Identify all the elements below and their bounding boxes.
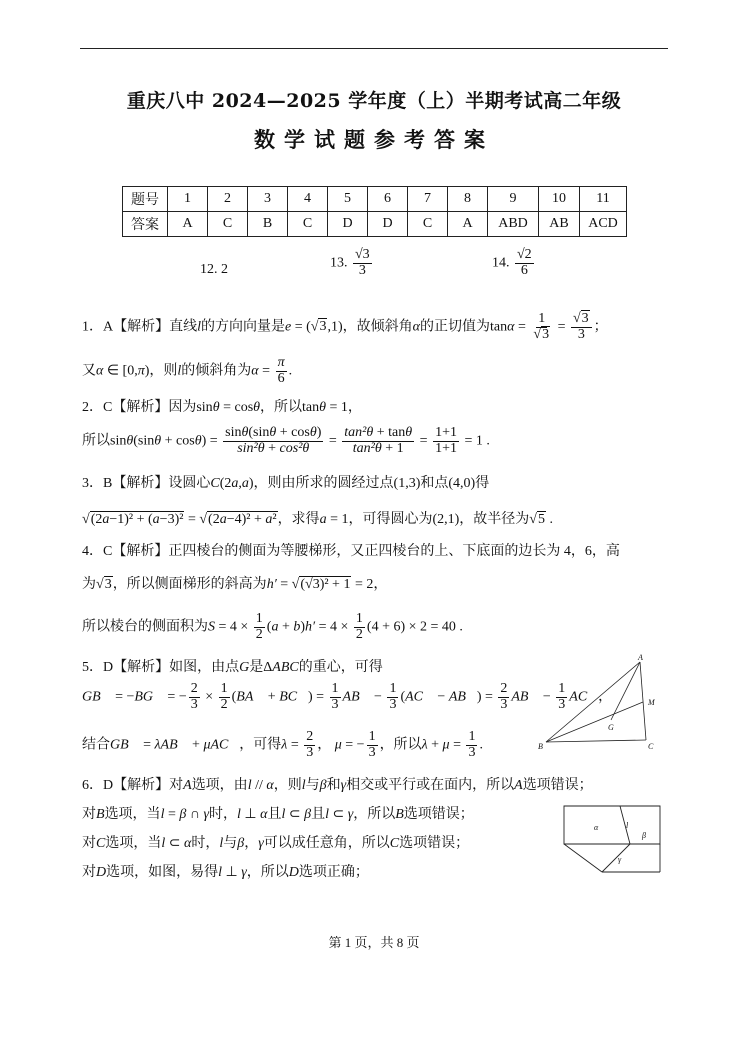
exam-title: 重庆八中 2024—2025 学年度（上）半期考试高二年级 — [126, 90, 622, 112]
table-row-numbers — [123, 187, 627, 212]
label-a: A — [638, 653, 643, 662]
solution-4-line-1: 4．C【解析】正四棱台的侧面为等腰梯形，又正四棱台的上、下底面的边长为 4，6，高 — [82, 544, 620, 559]
table-cell: D — [368, 212, 408, 237]
table-cell: C — [288, 212, 328, 237]
table-cell: 9 — [488, 187, 539, 212]
solution-6-line-4: 对D选项，如图，易得l ⊥ γ，所以D选项正确； — [82, 865, 369, 880]
label-g: G — [608, 723, 614, 732]
label-b: B — [538, 742, 543, 751]
table-row-answers — [123, 212, 627, 237]
solution-4-line-2: 为√3，所以侧面梯形的斜高为h′ = √(√3)² + 1 = 2， — [82, 577, 388, 592]
table-cell: ABD — [488, 212, 539, 237]
table-cell: ACD — [580, 212, 627, 237]
solution-6-line-2: 对B选项，当l = β ∩ γ时，l ⊥ α且l ⊂ β且l ⊂ γ，所以B选项错误； — [82, 807, 474, 822]
table-cell: 8 — [448, 187, 488, 212]
table-cell: B — [248, 212, 288, 237]
table-cell: AB — [539, 212, 580, 237]
table-cell: 2 — [208, 187, 248, 212]
table-cell: A — [168, 212, 208, 237]
solution-3-line-2: √(2a−1)² + (a−3)² = √(2a−4)² + a²，求得a = 1，可得圆心为(2,1)，故半径为√5 . — [82, 512, 553, 527]
table-cell: 4 — [288, 187, 328, 212]
solution-2-line-1: 2．C【解析】因为sinθ = cosθ，所以tanθ = 1， — [82, 400, 362, 415]
table-cell: 1 — [168, 187, 208, 212]
solution-3-line-1: 3．B【解析】设圆心C(2a,a)，则由所求的圆经过点(1,3)和点(4,0)得 — [82, 476, 490, 491]
solution-5-line-3: 结合GB⃗ = λAB⃗ + μAC⃗，可得λ = $\frac{2}{3}$ ， μ = − $\frac{1}{3}$ ，所以λ + μ = $\frac{1}{3}$ . — [82, 729, 483, 760]
solution-6-line-1: 6．D【解析】对A选项，由l // α，则l与β和γ相交或平行或在面内，所以A选项错误； — [82, 778, 593, 793]
table-cell: D — [328, 212, 368, 237]
table-cell: 10 — [539, 187, 580, 212]
solution-5-line-1: 5．D【解析】如图，由点G是ΔABC的重心，可得 — [82, 660, 383, 675]
answer-13: 13. $\frac{√3}{3}$ — [330, 247, 370, 278]
label-c: C — [648, 742, 654, 751]
prism-figure — [556, 796, 668, 878]
page-footer: 第 1 页，共 8 页 — [328, 935, 420, 950]
solution-2-line-2: 所以sinθ(sinθ + cosθ) = $\frac{\sin\theta(\sin\theta + \cos\theta)}{\text{sin²θ + cos²θ}}$ = $\frac{\text{tan²θ + tanθ}}{\text{tan²θ + 1}}$ = $\frac{1+1}{1+1}$ = 1 . — [82, 425, 490, 456]
table-cell: 11 — [580, 187, 627, 212]
row-label: 答案 — [123, 212, 168, 237]
document-subtitle: 数学试题参考答案 — [254, 127, 494, 152]
label-gamma: γ — [618, 855, 622, 864]
label-alpha: α — [594, 823, 599, 832]
answer-12: 12. 2 — [200, 262, 228, 277]
solution-1-line-1: 1．A【解析】直线l的方向向量是e = (√3,1)，故倾斜角α的正切值为tanα = $\frac{1}{√3}$ = $\frac{√3}{3}$ ； — [82, 311, 608, 342]
label-m: M — [648, 698, 655, 707]
label-l: l — [626, 821, 629, 830]
table-cell: 7 — [408, 187, 448, 212]
answer-table — [122, 186, 627, 237]
table-cell: 5 — [328, 187, 368, 212]
table-cell: C — [208, 212, 248, 237]
solution-6-line-3: 对C选项，当l ⊂ α时，l与β，γ可以成任意角，所以C选项错误； — [82, 836, 470, 851]
table-cell: 3 — [248, 187, 288, 212]
solution-1-line-2: 又α ∈ [0,π)，则l的倾斜角为α = $\frac{\pi}{6}$ . — [82, 355, 293, 386]
header-rule — [80, 48, 668, 49]
solution-5-line-2: GB⃗ = −BG⃗ = − $\frac{2}{3}$ × $\frac{1}{2}$ (BA⃗ + BC⃗) = $\frac{1}{3}$ AB⃗ − $\frac{1}{3}$ (AC⃗ − AB⃗) = $\frac{2}{3}$ AB⃗ − $\frac{1}{3}$ AC⃗， — [82, 681, 613, 712]
table-cell: A — [448, 212, 488, 237]
row-label: 题号 — [123, 187, 168, 212]
table-cell: 6 — [368, 187, 408, 212]
answer-14: 14. $\frac{√2}{6}$ — [492, 247, 532, 278]
solution-4-line-3: 所以棱台的侧面积为S = 4 × $\frac{1}{2}$ (a + b)h′ = 4 × $\frac{1}{2}$ (4 + 6) × 2 = 40 . — [82, 611, 463, 642]
triangle-figure — [536, 650, 666, 756]
label-beta: β — [642, 831, 646, 840]
table-cell: C — [408, 212, 448, 237]
